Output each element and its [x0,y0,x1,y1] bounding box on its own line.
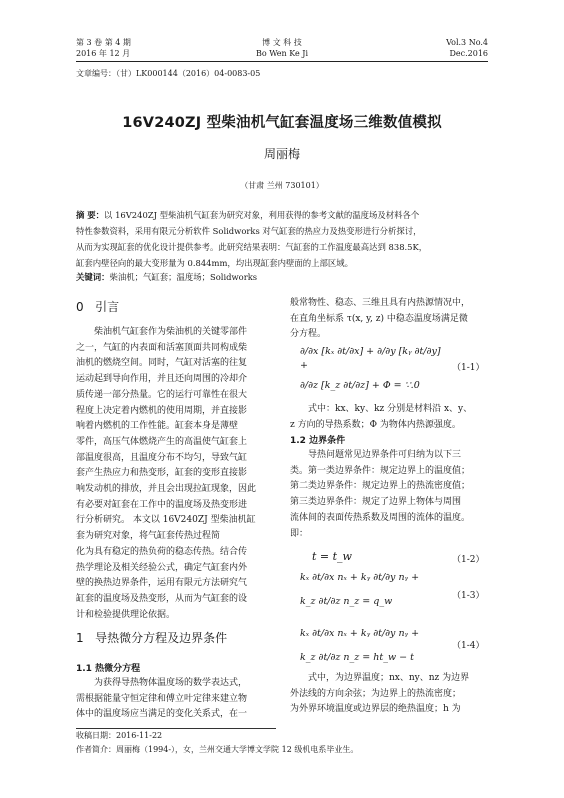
keywords [76,270,488,284]
text-line: 般常物性、稳态、三维且具有内热源情况中， [290,298,471,308]
text-line: 即： [290,528,309,539]
keywords-text: 柴油机；气缸套；温度场；Solidworks [109,272,258,282]
abstract-label: 摘 要： [76,210,105,220]
text-line: 第二类边界条件：规定边界上的热流密度值； [290,481,471,492]
text-line: z 方向的导热系数；Φ 为物体内热源强度。 [290,419,461,430]
abstract-line: 以 16V240ZJ 型柴油机气缸套为研究对象，利用获得的参考文献的温度场及材料各个 [104,210,420,220]
text-line: 行分析研究。 本文以 16V240ZJ 型柴油机缸 [76,515,256,526]
text-line: 为外界环境温度或边界层的绝热温度；h 为 [290,704,461,715]
text-line: 热学理论及相关经验公式，确定气缸套内外 [76,562,248,573]
text-line: 化为具有稳定的热负荷的稳态传热。结合传 [76,546,248,557]
header-journal-pinyin: Bo Wen Ke Ji [255,49,309,58]
author-name: 周丽梅 [263,147,300,161]
header-vol-no: Vol.3 No.4 [446,38,488,47]
text-line: 导热问题常见边界条件可归纳为以下三 [308,450,462,460]
equation-line: kₓ ∂t/∂x nₓ + kᵧ ∂t/∂y nᵧ + [300,628,420,639]
equation-1-1-explanation [290,402,490,433]
differential-equation-intro [290,296,490,343]
text-line: 需根据能量守恒定律和傅立叶定律来建立物 [76,693,248,704]
abstract-line: 特性参数资料，采用有限元分析软件 Solidworks 对气缸套的热应力及热变形进行分析探讨， [76,226,422,236]
affiliation: （甘肃 兰州 730101） [240,181,324,190]
header-journal-name: 博 文 科 技 [262,38,302,47]
equation-number: （1-3） [452,591,485,601]
received-date: 收稿日期：2016-11-22 [76,731,163,740]
text-line: 缸套的温度场及热变形，从而为气缸套的设 [76,593,248,604]
header-volume: 第 3 卷 第 4 期 [76,38,131,47]
equation-number: （1-2） [452,555,485,565]
abstract [76,207,488,271]
text-line: 运动起到导向作用，并且还向周围的冷却介 [76,374,248,385]
boundary-paragraph [290,448,490,542]
text-line: 第三类边界条件：规定了边界上物体与周围 [290,497,462,508]
keywords-label: 关键词： [76,272,110,282]
author-bio: 作者简介：周丽梅（1994-），女，兰州交通大学博文学院 12 级机电系毕业生。 [76,745,359,754]
text-line: 体中的温度场应当满足的变化关系式，在一 [76,709,248,720]
text-line: 壁的换热边界条件，运用有限元方法研究气 [76,578,248,589]
section-heading-equations [76,629,276,646]
subsection-heading-heat-equation: 1.1 热微分方程 [76,664,141,674]
text-line: 套产生热应力和热变形，缸套的变形直接影 [76,468,248,479]
header-month: Dec.2016 [449,49,488,58]
boundary-symbols-explanation [290,671,490,718]
text-line: 在直角坐标系 τ(x, y, z) 中稳态温度场满足微 [290,313,468,324]
equation-number: （1-4） [452,641,485,651]
footnote [76,729,488,757]
section-number: 0 [76,300,84,314]
text-line: 流体间的表面传热系数及周围的流体的温度。 [290,512,471,523]
introduction-paragraph [76,325,276,623]
subsection-heading-boundary: 1.2 边界条件 [290,436,346,446]
text-line: 类。第一类边界条件：规定边界上的温度值； [290,465,471,476]
abstract-line: 从而为实现缸套的优化设计提供参考。此研究结果表明：气缸套的工作温度最高达到 838.5K， [76,242,428,252]
text-line: 式中：kx、ky、kz 分别是材料沿 x、y、 [308,404,473,414]
header-rule [76,61,488,62]
equation-line: k_z ∂t/∂z n_z = q_w [300,596,393,607]
article-number: 文章编号：（甘）LK000144（2016）04-0083-05 [76,69,261,78]
text-line: 程度上决定着内燃机的使用周期，并直接影 [76,405,248,416]
text-line: 之一，气缸的内表面和活塞顶面共同构成柴 [76,342,248,353]
equation-line: kₓ ∂t/∂x nₓ + kᵧ ∂t/∂y nᵧ + [300,572,420,583]
equation-line: ∂/∂x [kₓ ∂t/∂x] + ∂/∂y [kᵧ ∂t/∂y] + [300,346,441,371]
equation-1-2: t = t_w [312,550,352,563]
equation-number: （1-1） [452,363,485,373]
section-title: 导热微分方程及边界条件 [95,631,228,645]
text-line: 质传递一部分热量。它的运行可靠性在很大 [76,389,248,400]
equation-line: k_z ∂t/∂z n_z = ht_w − t [300,652,414,663]
text-line: 响发动机的排放，并且会出现拉缸现象，因此 [76,484,257,495]
text-line: 计和检验提供理论依据。 [76,609,176,620]
section-title: 引言 [95,300,120,314]
text-line: 有必要对缸套在工作中的温度场及热变形进 [76,499,248,510]
equation-line: ∂/∂z [k_z ∂t/∂z] + Φ = ∵.0 [300,380,420,391]
text-line: 柴油机气缸套作为柴油机的关键零部件 [94,327,248,337]
text-line: 响着内燃机的工作性能。缸套本身是薄壁 [76,421,239,432]
equation-1-3 [300,571,450,609]
heat-equation-paragraph [76,676,276,723]
text-line: 式中，为边界温度；nx、ny、nz 为边界 [308,673,470,683]
equation-1-4 [300,627,450,665]
text-line: 分方程。 [290,329,327,340]
abstract-line: 缸套内壁径向的最大变形量为 0.844mm，均出现缸套内壁面的上部区域。 [76,258,354,268]
text-line: 部温度很高，且温度分布不均匀，导致气缸 [76,452,248,463]
text-line: 为获得导热物体温度场的数学表达式， [94,678,248,688]
equation-1-1 [300,345,450,393]
text-line: 油机的燃烧空间。同时，气缸对活塞的往复 [76,358,248,369]
section-heading-introduction [76,298,276,315]
paper-title: 16V240ZJ 型柴油机气缸套温度场三维数值模拟 [122,115,442,131]
text-line: 零件，高压气体燃烧产生的高温使气缸套上 [76,436,248,447]
text-line: 套为研究对象，将气缸套传热过程简 [76,531,221,542]
header-date: 2016 年 12 月 [76,49,131,58]
text-line: 外法线的方向余弦；为边界上的热流密度； [290,688,462,699]
section-number: 1 [76,631,84,645]
